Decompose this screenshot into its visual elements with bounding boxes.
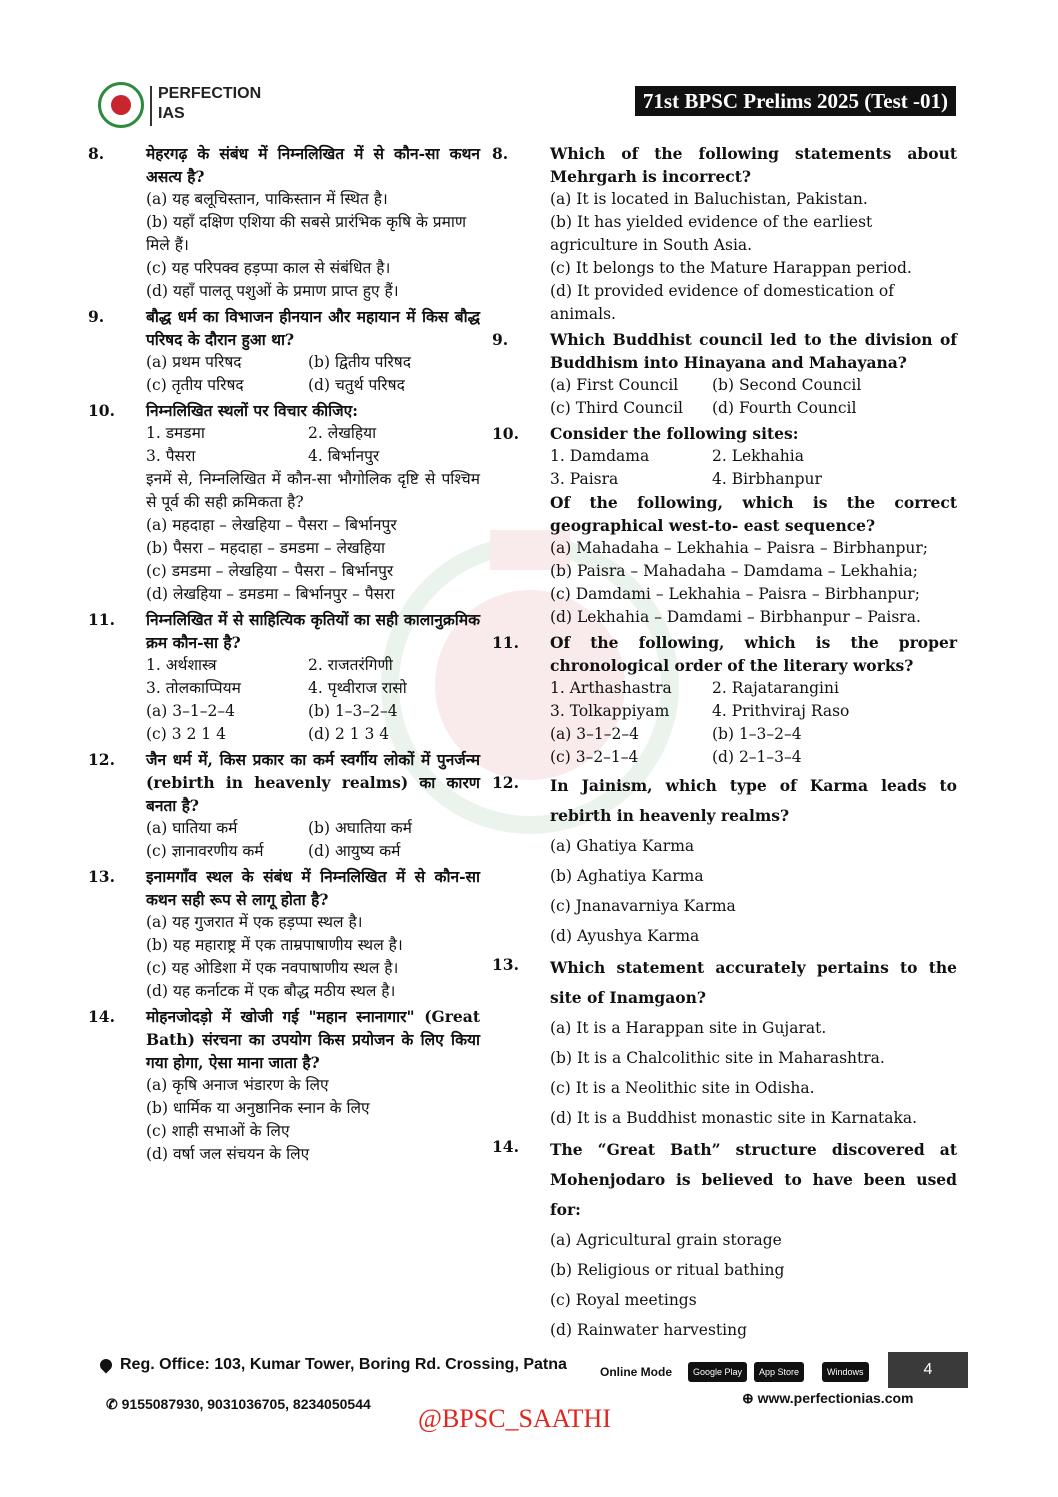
list-item: 2. राजतरंगिणी	[308, 656, 393, 674]
emblem-icon	[98, 82, 144, 128]
option-a: (a) यह गुजरात में एक हड़प्पा स्थल है।	[146, 913, 363, 931]
question-text: Consider the following sites:	[550, 424, 799, 443]
page-footer	[0, 1350, 1058, 1497]
question-9-english	[492, 328, 957, 420]
question-number: 12.	[88, 750, 115, 769]
option-b: (b) पैसरा – महदाहा – डमडमा – लेखहिया	[146, 539, 385, 557]
online-mode-label: Online Mode	[600, 1365, 672, 1379]
question-10-hindi	[88, 399, 480, 606]
option-a: (a) कृषि अनाज भंडारण के लिए	[146, 1076, 329, 1094]
option-b: (b) द्वितीय परिषद	[308, 353, 411, 371]
option-a: (a) घातिया कर्म	[146, 819, 238, 837]
list-item: 1. Arthashastra	[550, 679, 672, 697]
list-item: 1. डमडमा	[146, 424, 205, 442]
question-text: Of the following, which is the proper chronological order of the literary works?	[550, 633, 957, 675]
question-text: Which Buddhist council led to the division of Buddhism into Hinayana and Mahayana?	[550, 330, 957, 372]
option-d: (d) Fourth Council	[712, 399, 857, 417]
list-item: 4. Prithviraj Raso	[712, 702, 850, 720]
option-b: (b) यह महाराष्ट्र में एक ताम्रपाषाणीय स्थल है।	[146, 936, 403, 954]
option-c: (c) Damdami – Lekhahia – Paisra – Birbhanpur;	[550, 585, 920, 603]
question-number: 14.	[492, 1137, 519, 1156]
option-c: (c) शाही सभाओं के लिए	[146, 1122, 290, 1140]
option-b: (b) Paisra – Mahadaha – Damdama – Lekhahia;	[550, 562, 918, 580]
option-b: (b) Second Council	[712, 376, 862, 394]
question-number: 8.	[492, 144, 509, 163]
question-number: 14.	[88, 1007, 115, 1026]
option-d: (d) It provided evidence of domestication of animals.	[550, 282, 894, 323]
english-column	[492, 142, 957, 1347]
google-play-badge[interactable]: Google Play	[688, 1362, 747, 1382]
logo-line1: PERFECTION	[158, 85, 262, 102]
option-c: (c) 3–2–1–4	[550, 748, 639, 766]
phone-numbers	[106, 1396, 371, 1413]
question-8-hindi	[88, 142, 480, 303]
question-number: 9.	[492, 330, 509, 349]
question-number: 11.	[88, 610, 115, 629]
list-item: 2. Lekhahia	[712, 447, 804, 465]
option-d: (d) 2–1–3–4	[712, 748, 802, 766]
question-text: बौद्ध धर्म का विभाजन हीनयान और महायान में किस बौद्ध परिषद के दौरान हुआ था?	[146, 307, 480, 349]
question-11-hindi	[88, 608, 480, 746]
option-b: (b) It is a Chalcolithic site in Maharashtra.	[550, 1049, 885, 1067]
question-number: 12.	[492, 773, 519, 792]
option-c: (c) यह परिपक्व हड़प्पा काल से संबंधित है।	[146, 259, 391, 277]
question-11-english	[492, 631, 957, 769]
question-12-english	[492, 771, 957, 951]
location-pin-icon	[98, 1356, 115, 1373]
option-c: (c) It belongs to the Mature Harappan period.	[550, 259, 912, 277]
question-text: Which of the following statements about Mehrgarh is incorrect?	[550, 144, 957, 186]
option-a: (a) महदाहा – लेखहिया – पैसरा – बिर्भानपुर	[146, 516, 397, 534]
list-item: 4. Birbhanpur	[712, 470, 822, 488]
option-a: (a) प्रथम परिषद	[146, 353, 242, 371]
question-text: मेहरगढ़ के संबंध में निम्नलिखित में से कौन-सा कथन असत्य है?	[146, 144, 480, 186]
list-item: 4. बिर्भानपुर	[308, 447, 380, 465]
office-address	[100, 1356, 567, 1374]
option-d: (d) यह कर्नाटक में एक बौद्ध मठीय स्थल है।	[146, 982, 396, 1000]
list-item: 4. पृथ्वीराज रासो	[308, 679, 407, 697]
list-item: 1. अर्थशास्त्र	[146, 656, 217, 674]
channel-handle: @BPSC_SAATHI	[418, 1404, 611, 1433]
option-d: (d) 2 1 3 4	[308, 725, 390, 743]
option-b: (b) 1–3–2–4	[712, 725, 802, 743]
option-a: (a) First Council	[550, 376, 679, 394]
website-text[interactable]: www.perfectionias.com	[757, 1390, 914, 1406]
list-item: 3. Tolkappiyam	[550, 702, 670, 720]
question-text-2: Of the following, which is the correct geographical west-to- east sequence?	[550, 493, 957, 535]
option-c: (c) It is a Neolithic site in Odisha.	[550, 1079, 815, 1097]
question-number: 13.	[492, 955, 519, 974]
question-8-english	[492, 142, 957, 326]
option-b: (b) यहाँ दक्षिण एशिया की सबसे प्रारंभिक कृषि के प्रमाण मिले हैं।	[146, 213, 467, 254]
option-d: (d) Rainwater harvesting	[550, 1321, 748, 1339]
option-d: (d) Ayushya Karma	[550, 927, 700, 945]
option-a: (a) Ghatiya Karma	[550, 837, 695, 855]
option-a: (a) It is located in Baluchistan, Pakistan.	[550, 190, 868, 208]
option-c: (c) डमडमा – लेखहिया – पैसरा – बिर्भानपुर	[146, 562, 394, 580]
option-a: (a) Mahadaha – Lekhahia – Paisra – Birbhanpur;	[550, 539, 929, 557]
question-text: मोहनजोदड़ो में खोजी गई "महान स्नानागार" (Great Bath) संरचना का उपयोग किस प्रयोजन के लिए किया गया होगा, ऐसा माना जाता है?	[146, 1007, 480, 1072]
option-d: (d) लेखहिया – डमडमा – बिर्भानपुर – पैसरा	[146, 585, 395, 603]
address-text: Reg. Office: 103, Kumar Tower, Boring Rd. Crossing, Patna	[120, 1356, 567, 1373]
list-item: 3. पैसरा	[146, 447, 196, 465]
question-number: 11.	[492, 633, 519, 652]
page-number: 4	[888, 1352, 968, 1388]
hindi-column	[88, 142, 480, 1168]
option-a: (a) यह बलूचिस्तान, पाकिस्तान में स्थित है।	[146, 190, 388, 208]
option-c: (c) यह ओडिशा में एक नवपाषाणीय स्थल है।	[146, 959, 399, 977]
question-text-2: इनमें से, निम्नलिखित में कौन-सा भौगोलिक दृष्टि से पश्चिम से पूर्व की सही क्रमिकता है?	[146, 470, 480, 511]
question-text: निम्नलिखित स्थलों पर विचार कीजिए:	[146, 401, 358, 420]
option-b: (b) 1–3–2–4	[308, 702, 398, 720]
option-d: (d) चतुर्थ परिषद	[308, 376, 405, 394]
option-b: (b) अघातिया कर्म	[308, 819, 412, 837]
page-header	[0, 0, 1058, 140]
option-b: (b) Religious or ritual bathing	[550, 1261, 785, 1279]
question-text: निम्नलिखित में से साहित्यिक कृतियों का सही कालानुक्रमिक क्रम कौन-सा है?	[146, 610, 480, 652]
question-text: The “Great Bath” structure discovered at Mohenjodaro is believed to have been used for:	[550, 1140, 957, 1219]
question-number: 13.	[88, 867, 115, 886]
question-13-hindi	[88, 865, 480, 1003]
question-text: इनामगाँव स्थल के संबंध में निम्नलिखित में से कौन-सा कथन सही रूप से लागू होता है?	[146, 867, 480, 909]
phones-text: 9155087930, 9031036705, 8234050544	[121, 1396, 371, 1412]
question-number: 10.	[88, 401, 115, 420]
question-text: Which statement accurately pertains to the site of Inamgaon?	[550, 958, 957, 1007]
option-a: (a) Agricultural grain storage	[550, 1231, 782, 1249]
website[interactable]	[742, 1390, 913, 1407]
list-item: 2. Rajatarangini	[712, 679, 839, 697]
option-c: (c) 3 2 1 4	[146, 725, 226, 743]
globe-icon: ⊕	[742, 1390, 758, 1406]
logo-text	[158, 84, 261, 124]
option-d: (d) It is a Buddhist monastic site in Karnataka.	[550, 1109, 918, 1127]
option-a: (a) 3–1–2–4	[550, 725, 639, 743]
logo-divider	[150, 86, 152, 126]
option-c: (c) तृतीय परिषद	[146, 376, 244, 394]
question-14-hindi	[88, 1005, 480, 1166]
question-13-english	[492, 953, 957, 1133]
question-text: जैन धर्म में, किस प्रकार का कर्म स्वर्गीय लोकों में पुनर्जन्म (rebirth in heavenly realms) का कारण बनता है?	[146, 750, 480, 815]
option-b: (b) It has yielded evidence of the earliest agriculture in South Asia.	[550, 213, 873, 254]
question-text: In Jainism, which type of Karma leads to rebirth in heavenly realms?	[550, 776, 957, 825]
option-b: (b) Aghatiya Karma	[550, 867, 704, 885]
question-number: 8.	[88, 144, 105, 163]
option-c: (c) Royal meetings	[550, 1291, 697, 1309]
logo-line2: IAS	[158, 105, 185, 122]
option-d: (d) आयुष्य कर्म	[308, 842, 401, 860]
question-9-hindi	[88, 305, 480, 397]
option-c: (c) ज्ञानावरणीय कर्म	[146, 842, 264, 860]
app-store-badge[interactable]: App Store	[754, 1362, 804, 1382]
option-c: (c) Jnanavarniya Karma	[550, 897, 736, 915]
option-d: (d) यहाँ पालतू पशुओं के प्रमाण प्राप्त हुए हैं।	[146, 282, 399, 300]
phone-icon: ✆	[106, 1396, 122, 1412]
option-b: (b) धार्मिक या अनुष्ठानिक स्नान के लिए	[146, 1099, 370, 1117]
option-c: (c) Third Council	[550, 399, 683, 417]
question-12-hindi	[88, 748, 480, 863]
brand-logo	[98, 82, 278, 132]
test-title: 71st BPSC Prelims 2025 (Test -01)	[635, 86, 956, 116]
option-a: (a) It is a Harappan site in Gujarat.	[550, 1019, 827, 1037]
option-a: (a) 3–1–2–4	[146, 702, 235, 720]
list-item: 2. लेखहिया	[308, 424, 377, 442]
list-item: 1. Damdama	[550, 447, 650, 465]
windows-store-badge[interactable]: Windows	[822, 1362, 869, 1382]
question-14-english	[492, 1135, 957, 1345]
question-10-english	[492, 422, 957, 629]
list-item: 3. तोलकाप्पियम	[146, 679, 241, 697]
question-number: 10.	[492, 424, 519, 443]
question-number: 9.	[88, 307, 105, 326]
option-d: (d) Lekhahia – Damdami – Birbhanpur – Paisra.	[550, 608, 921, 626]
option-d: (d) वर्षा जल संचयन के लिए	[146, 1145, 310, 1163]
list-item: 3. Paisra	[550, 470, 619, 488]
